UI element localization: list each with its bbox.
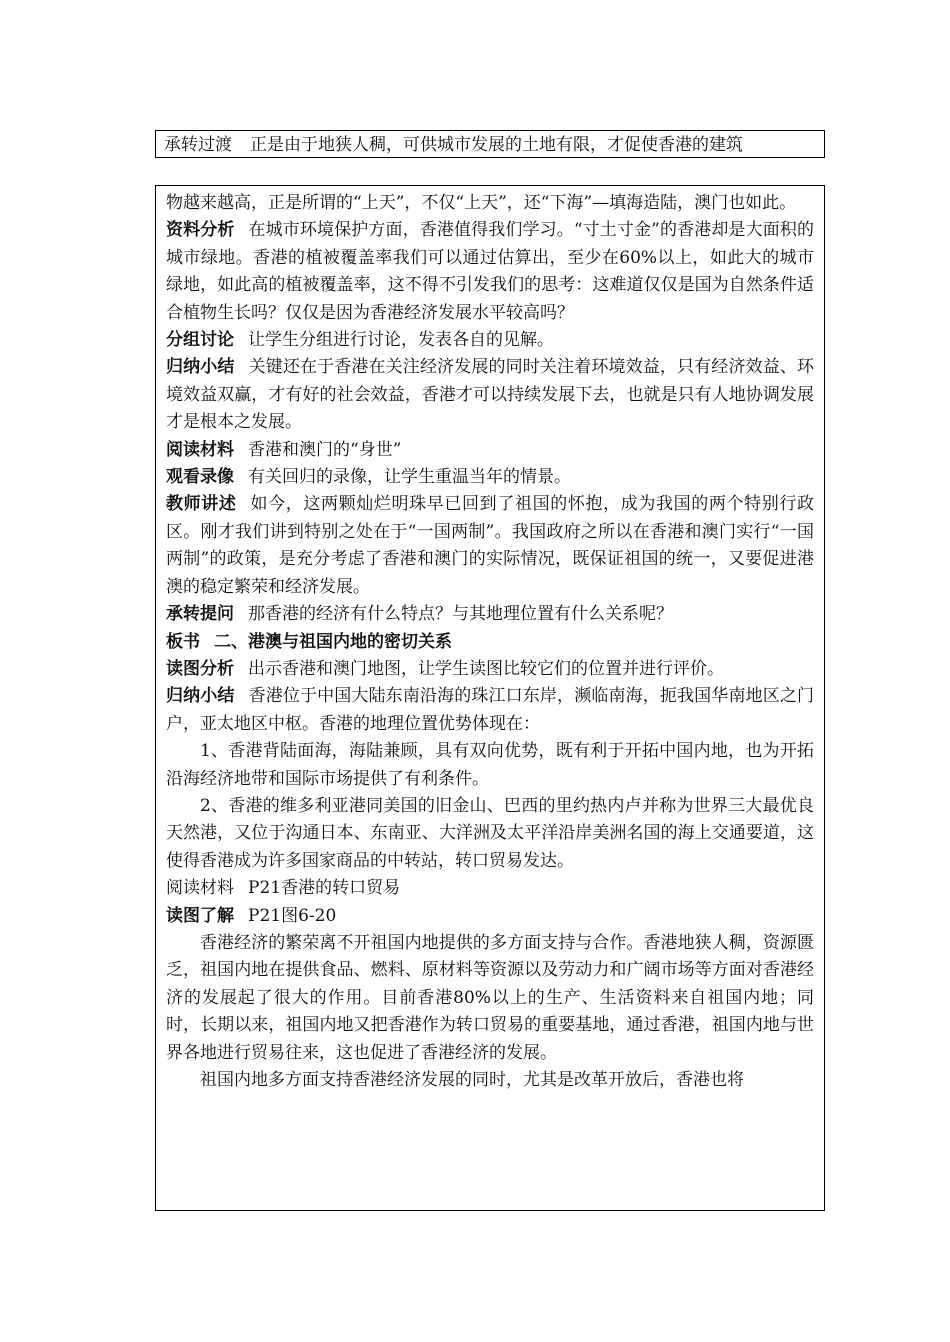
map-read-paragraph xyxy=(166,903,814,930)
summary-paragraph-1 xyxy=(166,354,814,436)
map-read-text: P21图6-20 xyxy=(248,905,337,926)
point-1: 1、香港背陆面海，海陆兼顾，具有双向优势，既有利于开拓中国内地，也为开拓沿海经济地带和国际市场提供了有利条件。 xyxy=(166,741,814,789)
board-paragraph xyxy=(166,629,814,656)
reading-text-1: 香港和澳门的“身世” xyxy=(248,439,402,460)
map-read-label: 读图了解 xyxy=(166,905,234,926)
summary-label-1: 归纳小结 xyxy=(166,357,235,378)
transition-box xyxy=(155,130,825,158)
board-label: 板书 xyxy=(166,631,200,652)
teacher-text: 如今，这两颗灿烂明珠早已回到了祖国的怀抱，成为我国的两个特别行政区。刚才我们讲到特别之处在于“一国两制”。我国政府之所以在香港和澳门实行“一国两制”的政策，是充分考虑了香港和澳门的实际情况，既保证祖国的统一，又要促进港澳的稳定繁荣和经济发展。 xyxy=(166,494,814,597)
summary-text-2: 香港位于中国大陆东南沿海的珠江口东岸，濒临南海，扼我国华南地区之门户，亚太地区中枢。香港的地理位置优势体现在： xyxy=(166,686,815,734)
summary-text-1: 关键还在于香港在关注经济发展的同时关注着环境效益，只有经济效益、环境效益双赢，才有好的社会效益，香港才可以持续发展下去，也就是只有人地协调发展才是根本之发展。 xyxy=(166,357,815,433)
transition-label: 承转过渡 xyxy=(164,135,232,155)
last-paragraph: 祖国内地多方面支持香港经济发展的同时，尤其是改革开放后，香港也将 xyxy=(200,1070,744,1090)
group-discussion-paragraph xyxy=(166,327,814,354)
reading-label-1: 阅读材料 xyxy=(166,439,234,460)
question-label: 承转提问 xyxy=(166,604,234,625)
point-2: 2、香港的维多利亚港同美国的旧金山、巴西的里约热内卢并称为世界三大最优良天然港，又位于沟通日本、东南亚、大洋洲及太平洋沿岸美洲名国的海上交通要道，这使得香港成为许多国家商品的中转站，转口贸易发达。 xyxy=(166,795,814,871)
video-paragraph xyxy=(166,464,814,491)
video-text: 有关回归的录像，让学生重温当年的情景。 xyxy=(248,467,571,488)
reading-paragraph-1 xyxy=(166,437,814,464)
map-analysis-label: 读图分析 xyxy=(166,658,234,679)
content-box xyxy=(155,185,825,1211)
reading-paragraph-2 xyxy=(166,875,814,902)
group-discussion-text: 让学生分组进行讨论，发表各自的见解。 xyxy=(248,330,554,351)
material-analysis-label: 资料分析 xyxy=(166,220,235,241)
reading-text-2: P21香港的转口贸易 xyxy=(248,878,401,899)
continued-paragraph: 物越来越高，正是所谓的“上天”，不仅“上天”，还“下海”—填海造陆，澳门也如此。 xyxy=(166,193,797,213)
reading-label-2: 阅读材料 xyxy=(166,878,234,899)
material-analysis-paragraph xyxy=(166,217,814,327)
group-discussion-label: 分组讨论 xyxy=(166,330,234,351)
board-text: 二、港澳与祖国内地的密切关系 xyxy=(214,631,452,652)
economy-paragraph: 香港经济的繁荣离不开祖国内地提供的多方面支持与合作。香港地狭人稠，资源匮乏，祖国内地在提供食品、燃料、原材料等资源以及劳动力和广阔市场等方面对香港经济的发展起了很大的作用。目前香港80%以上的生产、生活资料来自祖国内地；同时，长期以来，祖国内地又把香港作为转口贸易的重要基地，通过香港，祖国内地与世界各地进行贸易往来，这也促进了香港经济的发展。 xyxy=(166,932,814,1063)
summary-label-2: 归纳小结 xyxy=(166,686,235,707)
teacher-paragraph xyxy=(166,491,814,601)
question-paragraph xyxy=(166,601,814,628)
material-analysis-text: 在城市环境保护方面，香港值得我们学习。“寸土寸金”的香港却是大面积的城市绿地。香港的植被覆盖率我们可以通过估算出，至少在60%以上，如此大的城市绿地，如此高的植被覆盖率，这不得不引发我们的思考：这难道仅仅是国为自然条件适合植物生长吗？仅仅是因为香港经济发展水平较高吗？ xyxy=(166,220,814,323)
question-text: 那香港的经济有什么特点？与其地理位置有什么关系呢？ xyxy=(248,604,673,625)
map-analysis-paragraph xyxy=(166,656,814,683)
teacher-label: 教师讲述 xyxy=(166,494,237,515)
video-label: 观看录像 xyxy=(166,467,234,488)
summary-paragraph-2 xyxy=(166,683,814,738)
map-analysis-text: 出示香港和澳门地图，让学生读图比较它们的位置并进行评价。 xyxy=(248,658,724,679)
transition-text: 正是由于地狭人稠，可供城市发展的土地有限，才促使香港的建筑 xyxy=(250,135,743,155)
